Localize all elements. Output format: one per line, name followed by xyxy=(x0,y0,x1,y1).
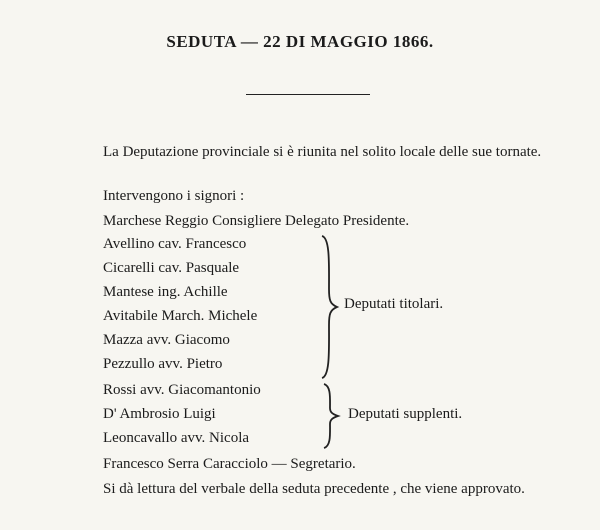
member-line: Avitabile March. Michele xyxy=(103,308,258,324)
member-line: Pezzullo avv. Pietro xyxy=(103,356,223,372)
heading-rule xyxy=(246,94,370,95)
intro-paragraph: La Deputazione provinciale si è riunita nel solito locale delle sue tornate. xyxy=(103,144,542,160)
president-line: Marchese Reggio Consigliere Delegato Presidente. xyxy=(103,213,410,229)
supplenti-label: Deputati supplenti. xyxy=(348,406,463,422)
member-line: Avellino cav. Francesco xyxy=(103,236,247,252)
session-heading: SEDUTA — 22 DI MAGGIO 1866. xyxy=(166,32,434,51)
member-line: Mantese ing. Achille xyxy=(103,284,228,300)
titolari-brace xyxy=(318,234,340,380)
titolari-label: Deputati titolari. xyxy=(344,296,444,312)
member-line: Cicarelli cav. Pasquale xyxy=(103,260,240,276)
member-line: Mazza avv. Giacomo xyxy=(103,332,230,348)
member-line: Leoncavallo avv. Nicola xyxy=(103,430,250,446)
member-line: Rossi avv. Giacomantonio xyxy=(103,382,261,398)
supplenti-brace xyxy=(320,382,342,450)
closing-paragraph: Si dà lettura del verbale della seduta precedente , che viene approvato. xyxy=(103,481,525,497)
secretary-line: Francesco Serra Caracciolo — Segretario. xyxy=(103,456,356,472)
member-line: D' Ambrosio Luigi xyxy=(103,406,216,422)
attendance-intro: Intervengono i signori : xyxy=(103,188,245,204)
